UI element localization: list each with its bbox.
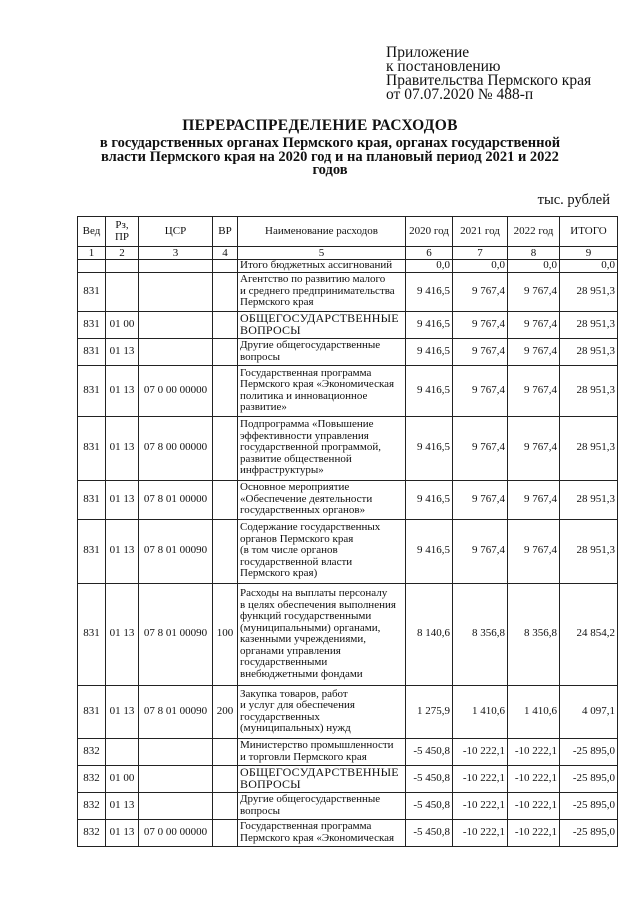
cell-y2020: -5 450,8 xyxy=(406,738,453,765)
cell-total: 24 854,2 xyxy=(560,583,618,685)
cell-vr xyxy=(213,272,238,311)
cell-ved: 832 xyxy=(78,792,106,819)
cell-y2022: 9 767,4 xyxy=(508,311,560,338)
cell-csr xyxy=(139,272,213,311)
header-total: ИТОГО xyxy=(560,217,618,247)
cell-rz: 01 00 xyxy=(106,765,139,792)
cell-csr: 07 0 00 00000 xyxy=(139,365,213,416)
cell-y2022: 1 410,6 xyxy=(508,685,560,738)
cell-csr xyxy=(139,260,213,273)
cell-csr: 07 0 00 00000 xyxy=(139,819,213,846)
cell-y2021: 9 767,4 xyxy=(453,416,508,480)
table-row xyxy=(78,819,618,846)
cell-ved: 831 xyxy=(78,685,106,738)
cell-y2022: 9 767,4 xyxy=(508,480,560,519)
cell-ved xyxy=(78,260,106,273)
cell-y2022: 0,0 xyxy=(508,260,560,273)
cell-y2020: 9 416,5 xyxy=(406,365,453,416)
cell-csr: 07 8 01 00000 xyxy=(139,480,213,519)
cell-total: 28 951,3 xyxy=(560,365,618,416)
cell-total: 28 951,3 xyxy=(560,338,618,365)
cell-y2020: 9 416,5 xyxy=(406,338,453,365)
cell-name: ОБЩЕГОСУДАРСТВЕННЫЕ ВОПРОСЫ xyxy=(238,311,406,338)
budget-table xyxy=(77,216,618,847)
cell-rz: 01 00 xyxy=(106,311,139,338)
cell-y2020: -5 450,8 xyxy=(406,819,453,846)
cell-ved: 832 xyxy=(78,819,106,846)
cell-ved: 831 xyxy=(78,338,106,365)
cell-y2022: -10 222,1 xyxy=(508,819,560,846)
table-row xyxy=(78,738,618,765)
cell-y2022: -10 222,1 xyxy=(508,765,560,792)
cell-total: -25 895,0 xyxy=(560,792,618,819)
cell-vr xyxy=(213,738,238,765)
cell-ved: 831 xyxy=(78,416,106,480)
column-number: 9 xyxy=(560,247,618,260)
column-number: 6 xyxy=(406,247,453,260)
cell-name: Расходы на выплаты персоналу в целях обеспечения выполнения функций государственными (муниципальными) органами, казенными учреждениями, органами управления государственными внебюджетными фондами xyxy=(238,583,406,685)
cell-rz: 01 13 xyxy=(106,685,139,738)
table-row xyxy=(78,480,618,519)
cell-rz: 01 13 xyxy=(106,792,139,819)
document-subtitle: в государственных органах Пермского края, органах государственной власти Пермского края на 2020 год и на плановый период 2021 и 2022 годов xyxy=(99,135,561,178)
header-2022: 2022 год xyxy=(508,217,560,247)
cell-ved: 831 xyxy=(78,365,106,416)
cell-vr: 100 xyxy=(213,583,238,685)
appendix-line: к постановлению xyxy=(386,58,501,75)
cell-total: 28 951,3 xyxy=(560,519,618,583)
table-row xyxy=(78,260,618,273)
cell-name: Содержание государственных органов Пермского края (в том числе органов государственной власти Пермского края) xyxy=(238,519,406,583)
cell-y2021: 9 767,4 xyxy=(453,480,508,519)
table-row xyxy=(78,272,618,311)
cell-y2020: 9 416,5 xyxy=(406,480,453,519)
cell-rz xyxy=(106,272,139,311)
cell-csr xyxy=(139,765,213,792)
cell-y2022: 9 767,4 xyxy=(508,519,560,583)
cell-y2020: 0,0 xyxy=(406,260,453,273)
column-number: 2 xyxy=(106,247,139,260)
cell-y2021: 9 767,4 xyxy=(453,311,508,338)
appendix-line: Правительства Пермского края xyxy=(386,72,592,89)
appendix-line: от 07.07.2020 № 488-п xyxy=(386,86,534,103)
cell-csr xyxy=(139,792,213,819)
cell-y2021: -10 222,1 xyxy=(453,738,508,765)
cell-name: Подпрограмма «Повышение эффективности управления государственной программой, развитие общественной инфраструктуры» xyxy=(238,416,406,480)
cell-rz: 01 13 xyxy=(106,416,139,480)
cell-y2020: 9 416,5 xyxy=(406,311,453,338)
cell-y2021: 9 767,4 xyxy=(453,365,508,416)
table-row xyxy=(78,416,618,480)
cell-name: Другие общегосударственные вопросы xyxy=(238,338,406,365)
cell-name: Министерство промышленности и торговли Пермского края xyxy=(238,738,406,765)
cell-y2022: -10 222,1 xyxy=(508,792,560,819)
cell-y2020: -5 450,8 xyxy=(406,765,453,792)
cell-y2021: 9 767,4 xyxy=(453,272,508,311)
cell-vr xyxy=(213,480,238,519)
cell-y2022: 9 767,4 xyxy=(508,365,560,416)
cell-vr xyxy=(213,519,238,583)
cell-total: -25 895,0 xyxy=(560,765,618,792)
column-number: 1 xyxy=(78,247,106,260)
cell-y2021: 9 767,4 xyxy=(453,519,508,583)
cell-rz xyxy=(106,260,139,273)
cell-y2021: -10 222,1 xyxy=(453,819,508,846)
column-number: 7 xyxy=(453,247,508,260)
header-ved: Вед xyxy=(78,217,106,247)
cell-vr xyxy=(213,416,238,480)
cell-vr xyxy=(213,260,238,273)
header-rz: Рз, ПР xyxy=(106,217,139,247)
header-name: Наименование расходов xyxy=(238,217,406,247)
header-2021: 2021 год xyxy=(453,217,508,247)
cell-rz: 01 13 xyxy=(106,338,139,365)
cell-y2020: 8 140,6 xyxy=(406,583,453,685)
cell-name: Закупка товаров, работ и услуг для обеспечения государственных (муниципальных) нужд xyxy=(238,685,406,738)
appendix-block xyxy=(386,46,591,102)
cell-y2021: 0,0 xyxy=(453,260,508,273)
table-row xyxy=(78,583,618,685)
cell-y2020: 1 275,9 xyxy=(406,685,453,738)
header-2020: 2020 год xyxy=(406,217,453,247)
cell-vr xyxy=(213,311,238,338)
cell-csr xyxy=(139,338,213,365)
cell-y2022: 8 356,8 xyxy=(508,583,560,685)
units-label: тыс. рублей xyxy=(537,192,610,208)
header-vr: ВР xyxy=(213,217,238,247)
cell-csr: 07 8 00 00000 xyxy=(139,416,213,480)
cell-y2021: 8 356,8 xyxy=(453,583,508,685)
cell-total: -25 895,0 xyxy=(560,819,618,846)
cell-name: Агентство по развитию малого и среднего предпринимательства Пермского края xyxy=(238,272,406,311)
table-row xyxy=(78,365,618,416)
cell-y2022: 9 767,4 xyxy=(508,338,560,365)
header-csr: ЦСР xyxy=(139,217,213,247)
cell-rz: 01 13 xyxy=(106,365,139,416)
cell-total: 28 951,3 xyxy=(560,480,618,519)
cell-y2021: -10 222,1 xyxy=(453,765,508,792)
cell-name: Итого бюджетных ассигнований xyxy=(238,260,406,273)
cell-vr xyxy=(213,765,238,792)
cell-csr xyxy=(139,738,213,765)
cell-total: 28 951,3 xyxy=(560,272,618,311)
cell-vr xyxy=(213,338,238,365)
cell-name: Государственная программа Пермского края «Экономическая политика и инновационное развитие» xyxy=(238,365,406,416)
cell-y2022: 9 767,4 xyxy=(508,272,560,311)
cell-ved: 831 xyxy=(78,272,106,311)
cell-y2020: 9 416,5 xyxy=(406,272,453,311)
cell-rz: 01 13 xyxy=(106,480,139,519)
cell-total: 4 097,1 xyxy=(560,685,618,738)
cell-vr xyxy=(213,792,238,819)
cell-y2021: 1 410,6 xyxy=(453,685,508,738)
cell-csr: 07 8 01 00090 xyxy=(139,583,213,685)
cell-y2021: 9 767,4 xyxy=(453,338,508,365)
table-row xyxy=(78,685,618,738)
cell-y2022: -10 222,1 xyxy=(508,738,560,765)
column-number: 8 xyxy=(508,247,560,260)
cell-y2020: 9 416,5 xyxy=(406,416,453,480)
cell-total: -25 895,0 xyxy=(560,738,618,765)
cell-vr xyxy=(213,819,238,846)
table-row xyxy=(78,519,618,583)
cell-csr: 07 8 01 00090 xyxy=(139,685,213,738)
table-row xyxy=(78,311,618,338)
cell-name: Государственная программа Пермского края «Экономическая xyxy=(238,819,406,846)
table-row xyxy=(78,792,618,819)
cell-name: ОБЩЕГОСУДАРСТВЕННЫЕ ВОПРОСЫ xyxy=(238,765,406,792)
cell-ved: 831 xyxy=(78,480,106,519)
cell-y2021: -10 222,1 xyxy=(453,792,508,819)
cell-name: Основное мероприятие «Обеспечение деятельности государственных органов» xyxy=(238,480,406,519)
cell-total: 0,0 xyxy=(560,260,618,273)
cell-csr xyxy=(139,311,213,338)
cell-ved: 831 xyxy=(78,519,106,583)
column-number: 5 xyxy=(238,247,406,260)
table-header-row xyxy=(78,217,618,247)
cell-rz: 01 13 xyxy=(106,583,139,685)
cell-y2020: -5 450,8 xyxy=(406,792,453,819)
cell-vr: 200 xyxy=(213,685,238,738)
cell-ved: 831 xyxy=(78,311,106,338)
cell-vr xyxy=(213,365,238,416)
table-row xyxy=(78,338,618,365)
cell-total: 28 951,3 xyxy=(560,311,618,338)
cell-y2020: 9 416,5 xyxy=(406,519,453,583)
column-number-row xyxy=(78,247,618,260)
cell-csr: 07 8 01 00090 xyxy=(139,519,213,583)
cell-ved: 832 xyxy=(78,765,106,792)
cell-ved: 832 xyxy=(78,738,106,765)
document-title: ПЕРЕРАСПРЕДЕЛЕНИЕ РАСХОДОВ xyxy=(182,117,458,134)
cell-total: 28 951,3 xyxy=(560,416,618,480)
cell-rz: 01 13 xyxy=(106,519,139,583)
column-number: 3 xyxy=(139,247,213,260)
column-number: 4 xyxy=(213,247,238,260)
cell-y2022: 9 767,4 xyxy=(508,416,560,480)
cell-name: Другие общегосударственные вопросы xyxy=(238,792,406,819)
cell-ved: 831 xyxy=(78,583,106,685)
cell-rz: 01 13 xyxy=(106,819,139,846)
cell-rz xyxy=(106,738,139,765)
appendix-line: Приложение xyxy=(386,44,470,61)
table-row xyxy=(78,765,618,792)
